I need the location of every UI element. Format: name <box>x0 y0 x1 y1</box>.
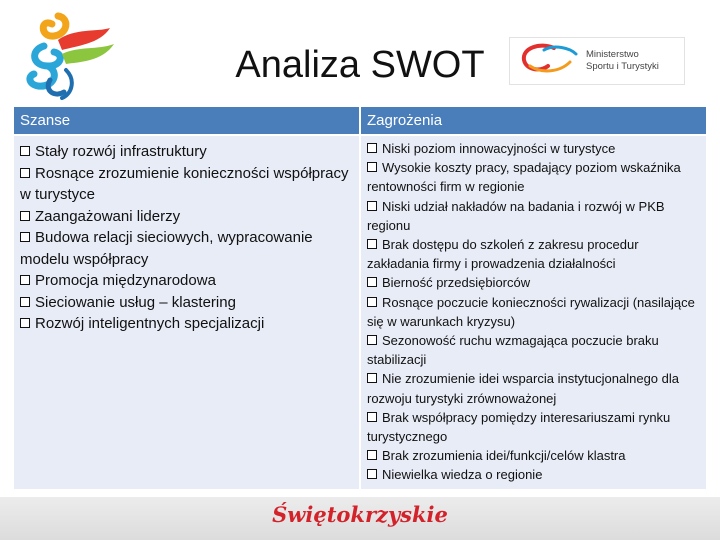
checkbox-bullet-icon <box>367 201 377 211</box>
checkbox-bullet-icon <box>20 211 30 221</box>
threats-column <box>361 107 706 489</box>
checkbox-bullet-icon <box>367 297 377 307</box>
list-item: Promocja międzynarodowa <box>20 270 353 292</box>
list-item: Brak zrozumienia idei/funkcji/celów klastra <box>367 446 700 465</box>
checkbox-bullet-icon <box>20 146 30 156</box>
checkbox-bullet-icon <box>367 239 377 249</box>
checkbox-bullet-icon <box>20 297 30 307</box>
checkbox-bullet-icon <box>367 335 377 345</box>
list-item: Wysokie koszty pracy, spadający poziom wskaźnika rentowności firm w regionie <box>367 160 681 195</box>
opportunities-list <box>14 136 359 489</box>
ministry-logo <box>509 37 685 85</box>
list-item: Sezonowość ruchu wzmagająca poczucie braku stabilizacji <box>367 333 659 368</box>
list-item: Stały rozwój infrastruktury <box>20 141 353 163</box>
list-item: Nie zrozumienie idei wsparcia instytucjonalnego dla rozwoju turystyki zrównoważonej <box>367 371 679 406</box>
list-item: Rozwój inteligentnych specjalizacji <box>20 313 353 335</box>
ministry-line-1: Ministerstwo <box>586 49 639 60</box>
list-item: Zaangażowani liderzy <box>20 206 353 228</box>
list-item: Niski poziom innowacyjności w turystyce <box>367 139 700 158</box>
checkbox-bullet-icon <box>20 168 30 178</box>
checkbox-bullet-icon <box>20 275 30 285</box>
page-title: Analiza SWOT <box>235 44 485 86</box>
list-item: Niewielka wiedza o regionie <box>367 465 700 484</box>
checkbox-bullet-icon <box>367 450 377 460</box>
footer-brand: Świętokrzyskie <box>272 502 448 527</box>
checkbox-bullet-icon <box>20 232 30 242</box>
checkbox-bullet-icon <box>367 373 377 383</box>
list-item: Sieciowanie usług – klastering <box>20 292 353 314</box>
threats-list <box>361 136 706 489</box>
list-item: Brak współpracy pomiędzy interesariuszami rynku turystycznego <box>367 409 671 445</box>
checkbox-bullet-icon <box>367 412 377 422</box>
swot-table <box>14 107 706 489</box>
list-item: Budowa relacji sieciowych, wypracowanie modelu współpracy <box>20 229 313 268</box>
opportunities-column <box>14 107 359 489</box>
opportunities-heading: Szanse <box>14 107 359 134</box>
checkbox-bullet-icon <box>367 277 377 287</box>
checkbox-bullet-icon <box>367 143 377 153</box>
list-item: Bierność przedsiębiorców <box>367 273 700 292</box>
list-item: Brak dostępu do szkoleń z zakresu procedur zakładania firmy i prowadzenia działalności <box>367 237 639 272</box>
checkbox-bullet-icon <box>367 469 377 479</box>
threats-heading: Zagrożenia <box>361 107 706 134</box>
list-item: Rosnące poczucie konieczności rywalizacji (nasilające się w warunkach kryzysu) <box>367 294 695 329</box>
checkbox-bullet-icon <box>20 318 30 328</box>
list-item: Rosnące zrozumienie konieczności współpracy w turystyce <box>20 164 349 203</box>
checkbox-bullet-icon <box>367 162 377 172</box>
list-item: Niski udział nakładów na badania i rozwój w PKB regionu <box>367 198 665 233</box>
ministry-line-2: Sportu i Turystyki <box>586 61 659 72</box>
